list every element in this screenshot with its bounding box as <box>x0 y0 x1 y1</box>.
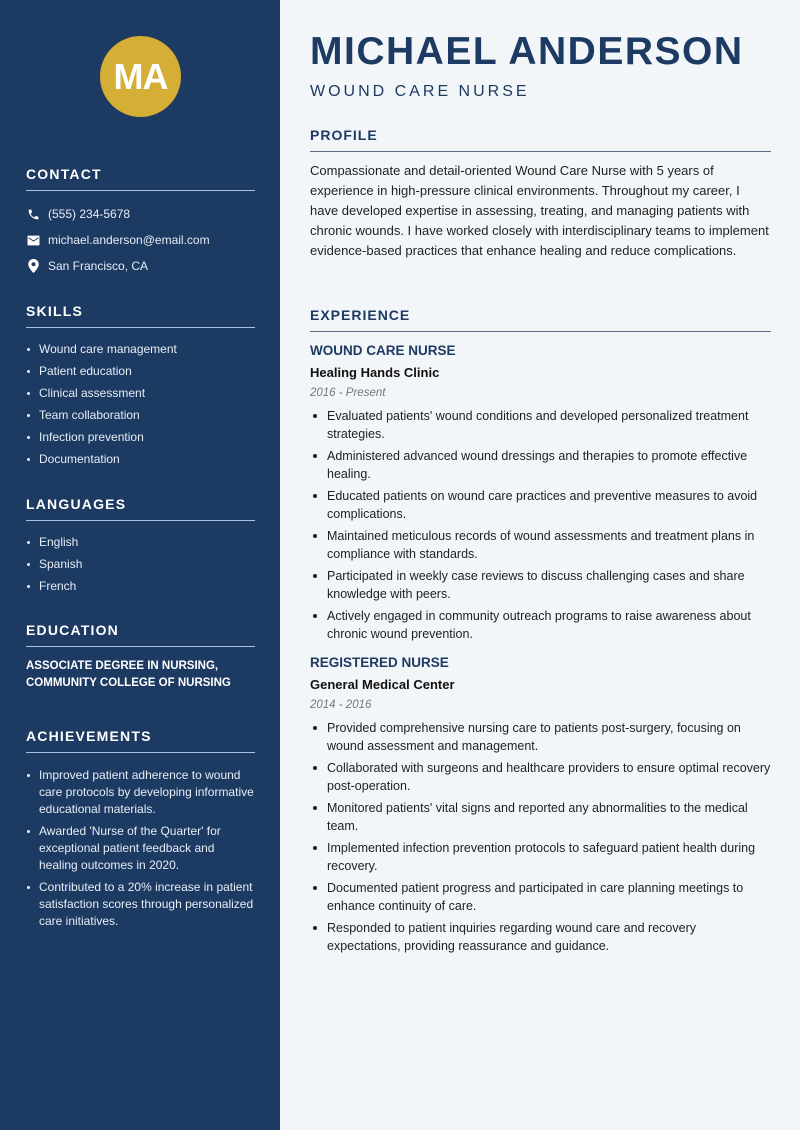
avatar-initials: MA <box>113 55 168 97</box>
education-degree <box>26 657 255 692</box>
experience-section <box>310 307 771 959</box>
job-bullet: Administered advanced wound dressings and therapies to promote effective healing. <box>310 447 771 483</box>
education-school-line: COMMUNITY COLLEGE OF NURSING <box>26 677 231 689</box>
profile-heading: PROFILE <box>310 127 771 152</box>
skill-item: Wound care management <box>26 338 255 360</box>
job-bullet: Documented patient progress and participated in care planning meetings to enhance continuity of care. <box>310 879 771 915</box>
language-item: English <box>26 531 255 553</box>
email-text[interactable]: michael.anderson@email.com <box>48 233 210 247</box>
education-section <box>26 622 255 692</box>
profile-section <box>310 127 771 261</box>
job-bullet: Monitored patients' vital signs and reported any abnormalities to the medical team. <box>310 799 771 835</box>
sidebar <box>0 0 280 1130</box>
job-bullet: Responded to patient inquiries regarding wound care and recovery expectations, providing reassurance and guidance. <box>310 919 771 955</box>
job-dates: 2016 - Present <box>310 387 386 399</box>
job-bullets <box>310 719 771 955</box>
achievements-list <box>26 767 255 930</box>
contact-section <box>26 166 255 279</box>
education-degree-line: ASSOCIATE DEGREE IN NURSING, <box>26 660 219 672</box>
job-title: WOUND CARE NURSE <box>310 343 456 358</box>
skill-item: Documentation <box>26 448 255 470</box>
skills-heading: SKILLS <box>26 303 255 328</box>
candidate-name: MICHAEL ANDERSON <box>310 30 744 73</box>
job-company: General Medical Center <box>310 677 455 692</box>
achievement-item: Contributed to a 20% increase in patient satisfaction scores through personalized care initiatives. <box>26 879 255 930</box>
education-heading: EDUCATION <box>26 622 255 647</box>
avatar <box>100 36 181 117</box>
language-item: Spanish <box>26 553 255 575</box>
skill-item: Infection prevention <box>26 426 255 448</box>
job-company: Healing Hands Clinic <box>310 365 440 380</box>
job-bullets <box>310 407 771 643</box>
achievement-item: Awarded 'Nurse of the Quarter' for exceptional patient feedback and healing outcomes in 2020. <box>26 823 255 874</box>
job-dates: 2014 - 2016 <box>310 699 372 711</box>
achievement-item: Improved patient adherence to wound care protocols by developing informative educational materials. <box>26 767 255 818</box>
job-bullet: Maintained meticulous records of wound assessments and treatment plans in compliance with standards. <box>310 527 771 563</box>
job-entry <box>310 341 771 643</box>
skills-section <box>26 303 255 470</box>
job-entry <box>310 653 771 955</box>
skill-item: Team collaboration <box>26 404 255 426</box>
skill-item: Patient education <box>26 360 255 382</box>
job-bullet: Actively engaged in community outreach programs to raise awareness about chronic wound prevention. <box>310 607 771 643</box>
location-text: San Francisco, CA <box>48 259 149 273</box>
achievements-heading: ACHIEVEMENTS <box>26 728 255 753</box>
job-bullet: Educated patients on wound care practices and preventive measures to avoid complications. <box>310 487 771 523</box>
job-bullet: Collaborated with surgeons and healthcare providers to ensure optimal recovery post-operation. <box>310 759 771 795</box>
job-title: REGISTERED NURSE <box>310 655 449 670</box>
achievements-section <box>26 728 255 935</box>
profile-text: Compassionate and detail-oriented Wound Care Nurse with 5 years of experience in high-pressure clinical environments. Throughout my career, I have developed expertise in assessing, treating, and managing patients with chronic wounds. I have worked closely with interdisciplinary teams to implement evidence-based practices that enhance healing and reduce complications. <box>310 163 769 258</box>
job-bullet: Implemented infection prevention protocols to safeguard patient health during recovery. <box>310 839 771 875</box>
phone-text[interactable]: (555) 234-5678 <box>48 207 131 221</box>
languages-list <box>26 531 255 597</box>
phone-icon <box>26 207 40 221</box>
contact-location <box>26 253 255 279</box>
job-bullet: Provided comprehensive nursing care to patients post-surgery, focusing on wound assessment and management. <box>310 719 771 755</box>
languages-heading: LANGUAGES <box>26 496 255 521</box>
experience-heading: EXPERIENCE <box>310 307 771 332</box>
email-icon <box>26 233 40 247</box>
languages-section <box>26 496 255 597</box>
contact-email <box>26 227 255 253</box>
language-item: French <box>26 575 255 597</box>
candidate-role: WOUND CARE NURSE <box>310 83 530 100</box>
contact-heading: CONTACT <box>26 166 255 191</box>
job-bullet: Evaluated patients' wound conditions and developed personalized treatment strategies. <box>310 407 771 443</box>
location-pin-icon <box>26 259 40 273</box>
contact-phone <box>26 201 255 227</box>
skills-list <box>26 338 255 470</box>
job-bullet: Participated in weekly case reviews to discuss challenging cases and share knowledge with peers. <box>310 567 771 603</box>
skill-item: Clinical assessment <box>26 382 255 404</box>
